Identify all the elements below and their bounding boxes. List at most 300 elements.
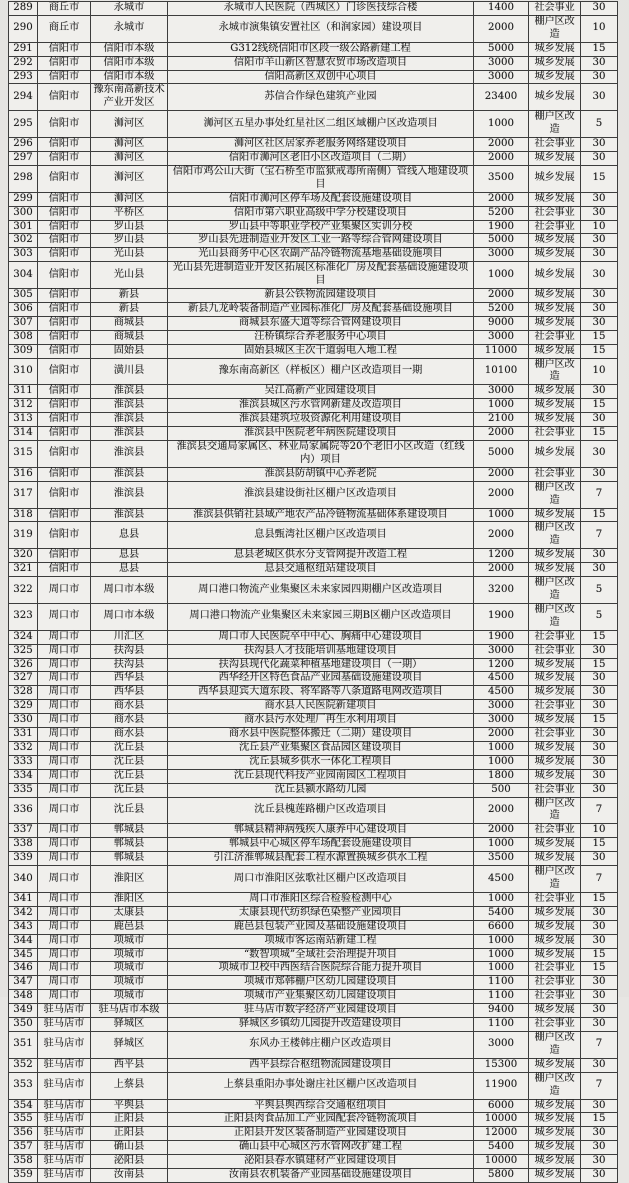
cell-city: 周口市 bbox=[38, 990, 91, 1004]
cell-value: 30 bbox=[581, 2, 618, 16]
cell-amount: 3000 bbox=[474, 644, 529, 658]
cell-value: 15 bbox=[581, 714, 618, 728]
cell-city: 信阳市 bbox=[38, 344, 91, 358]
cell-city: 信阳市 bbox=[38, 248, 91, 262]
cell-category: 城乡发展 bbox=[529, 344, 581, 358]
table-row bbox=[9, 248, 618, 262]
cell-city: 信阳市 bbox=[38, 358, 91, 385]
cell-value: 15 bbox=[581, 344, 618, 358]
cell-project: 沈丘县槐莲路棚户区改造项目 bbox=[168, 797, 474, 824]
cell-amount: 5000 bbox=[474, 441, 529, 468]
cell-category: 城乡发展 bbox=[529, 906, 581, 920]
cell-value: 15 bbox=[581, 427, 618, 441]
cell-seq: 359 bbox=[9, 1169, 38, 1183]
cell-seq: 298 bbox=[9, 165, 38, 192]
cell-district: 新县 bbox=[91, 289, 168, 303]
table-row bbox=[9, 755, 618, 769]
cell-amount: 1000 bbox=[474, 934, 529, 948]
cell-amount: 11000 bbox=[474, 344, 529, 358]
cell-city: 商丘市 bbox=[38, 15, 91, 42]
cell-project: 驻马店市数字经济产业园建设项目 bbox=[168, 1004, 474, 1018]
cell-city: 驻马店市 bbox=[38, 1004, 91, 1018]
table-row bbox=[9, 192, 618, 206]
cell-city: 周口市 bbox=[38, 658, 91, 672]
cell-amount: 4500 bbox=[474, 686, 529, 700]
cell-category: 社会事业 bbox=[529, 427, 581, 441]
cell-district: 淮滨县 bbox=[91, 413, 168, 427]
cell-project: 信阳市浉河区老旧小区改造项目（二期） bbox=[168, 151, 474, 165]
cell-amount: 1000 bbox=[474, 508, 529, 522]
cell-seq: 349 bbox=[9, 1004, 38, 1018]
cell-district: 淮滨县 bbox=[91, 467, 168, 481]
cell-value: 30 bbox=[581, 1018, 618, 1032]
cell-amount: 1000 bbox=[474, 262, 529, 289]
table-row bbox=[9, 824, 618, 838]
cell-district: 信阳市本级 bbox=[91, 56, 168, 70]
cell-city: 周口市 bbox=[38, 686, 91, 700]
cell-category: 社会事业 bbox=[529, 138, 581, 152]
cell-seq: 289 bbox=[9, 2, 38, 16]
cell-seq: 338 bbox=[9, 838, 38, 852]
cell-value: 30 bbox=[581, 769, 618, 783]
cell-category: 棚户区改造 bbox=[529, 111, 581, 138]
cell-category: 社会事业 bbox=[529, 220, 581, 234]
cell-seq: 356 bbox=[9, 1127, 38, 1141]
cell-value: 30 bbox=[581, 234, 618, 248]
cell-seq: 307 bbox=[9, 316, 38, 330]
cell-city: 驻马店市 bbox=[38, 1018, 91, 1032]
cell-project: 商城县东盛大道等综合管网建设项目 bbox=[168, 316, 474, 330]
cell-value: 15 bbox=[581, 892, 618, 906]
cell-seq: 315 bbox=[9, 441, 38, 468]
cell-district: 息县 bbox=[91, 563, 168, 577]
cell-city: 信阳市 bbox=[38, 563, 91, 577]
cell-district: 周口市本级 bbox=[91, 603, 168, 630]
cell-seq: 321 bbox=[9, 563, 38, 577]
cell-value: 30 bbox=[581, 1127, 618, 1141]
cell-city: 信阳市 bbox=[38, 56, 91, 70]
cell-district: 西平县 bbox=[91, 1058, 168, 1072]
cell-amount: 2000 bbox=[474, 151, 529, 165]
cell-city: 周口市 bbox=[38, 672, 91, 686]
cell-city: 周口市 bbox=[38, 852, 91, 866]
cell-value: 7 bbox=[581, 1072, 618, 1099]
cell-seq: 310 bbox=[9, 358, 38, 385]
cell-amount: 5000 bbox=[474, 234, 529, 248]
cell-district: 浉河区 bbox=[91, 138, 168, 152]
cell-seq: 334 bbox=[9, 769, 38, 783]
table-row bbox=[9, 399, 618, 413]
cell-category: 城乡发展 bbox=[529, 248, 581, 262]
cell-district: 光山县 bbox=[91, 262, 168, 289]
cell-project: 沈丘县颍水路幼儿园 bbox=[168, 783, 474, 797]
table-row bbox=[9, 549, 618, 563]
cell-project: 浉河区五星办事处红星社区二组区域棚户区改造项目 bbox=[168, 111, 474, 138]
cell-project: 信阳市浉河区停车场及配套设施建设项目 bbox=[168, 192, 474, 206]
cell-seq: 345 bbox=[9, 948, 38, 962]
cell-project: 罗山县先进制造业开发区工业一路等综合管网建设项目 bbox=[168, 234, 474, 248]
cell-category: 城乡发展 bbox=[529, 289, 581, 303]
cell-district: 项城市 bbox=[91, 934, 168, 948]
cell-amount: 6000 bbox=[474, 1099, 529, 1113]
cell-city: 信阳市 bbox=[38, 413, 91, 427]
cell-city: 周口市 bbox=[38, 824, 91, 838]
cell-district: 沈丘县 bbox=[91, 783, 168, 797]
cell-district: 周口市本级 bbox=[91, 577, 168, 604]
cell-category: 城乡发展 bbox=[529, 192, 581, 206]
cell-district: 淮滨县 bbox=[91, 427, 168, 441]
cell-city: 驻马店市 bbox=[38, 1141, 91, 1155]
project-table bbox=[8, 1, 618, 1183]
cell-value: 15 bbox=[581, 658, 618, 672]
cell-project: 信阳市羊山新区智慧农贸市场改造项目 bbox=[168, 56, 474, 70]
cell-district: 西华县 bbox=[91, 672, 168, 686]
cell-amount: 1100 bbox=[474, 976, 529, 990]
cell-seq: 330 bbox=[9, 714, 38, 728]
cell-amount: 3000 bbox=[474, 700, 529, 714]
cell-amount: 1200 bbox=[474, 549, 529, 563]
cell-district: 鹿邑县 bbox=[91, 920, 168, 934]
cell-category: 社会事业 bbox=[529, 644, 581, 658]
table-row bbox=[9, 15, 618, 42]
cell-amount: 3000 bbox=[474, 70, 529, 84]
cell-city: 信阳市 bbox=[38, 467, 91, 481]
cell-amount: 4500 bbox=[474, 672, 529, 686]
cell-project: 永城市演集镇安置社区（和润家园）建设项目 bbox=[168, 15, 474, 42]
cell-seq: 350 bbox=[9, 1018, 38, 1032]
cell-district: 沈丘县 bbox=[91, 769, 168, 783]
cell-value: 30 bbox=[581, 1058, 618, 1072]
cell-project: 西华县迎宾大道东段、将军路等八条道路电网改造项目 bbox=[168, 686, 474, 700]
cell-district: 项城市 bbox=[91, 962, 168, 976]
cell-district: 驿城区 bbox=[91, 1031, 168, 1058]
cell-value: 15 bbox=[581, 165, 618, 192]
cell-project: 扶沟县人才技能培训基地建设项目 bbox=[168, 644, 474, 658]
cell-district: 新县 bbox=[91, 302, 168, 316]
cell-district: 淮滨县 bbox=[91, 385, 168, 399]
cell-amount: 9400 bbox=[474, 1004, 529, 1018]
cell-district: 永城市 bbox=[91, 15, 168, 42]
cell-amount: 1000 bbox=[474, 892, 529, 906]
cell-value: 30 bbox=[581, 413, 618, 427]
cell-category: 城乡发展 bbox=[529, 316, 581, 330]
cell-district: 商城县 bbox=[91, 316, 168, 330]
table-row bbox=[9, 481, 618, 508]
cell-category: 城乡发展 bbox=[529, 234, 581, 248]
cell-project: 确山县中心城区污水管网改扩建工程 bbox=[168, 1141, 474, 1155]
cell-value: 30 bbox=[581, 728, 618, 742]
cell-amount: 2100 bbox=[474, 413, 529, 427]
cell-city: 信阳市 bbox=[38, 165, 91, 192]
cell-category: 社会事业 bbox=[529, 728, 581, 742]
table-row bbox=[9, 866, 618, 893]
cell-category: 城乡发展 bbox=[529, 852, 581, 866]
cell-seq: 346 bbox=[9, 962, 38, 976]
cell-project: 淮滨县城区污水管网新建及改造项目 bbox=[168, 399, 474, 413]
cell-value: 30 bbox=[581, 151, 618, 165]
cell-district: 郸城县 bbox=[91, 852, 168, 866]
table-row bbox=[9, 1141, 618, 1155]
cell-seq: 309 bbox=[9, 344, 38, 358]
cell-district: 川汇区 bbox=[91, 630, 168, 644]
cell-project: 汝南县农机装备产业园基础设施建设项目 bbox=[168, 1169, 474, 1183]
cell-amount: 2000 bbox=[474, 192, 529, 206]
cell-category: 城乡发展 bbox=[529, 658, 581, 672]
project-table-body bbox=[9, 2, 618, 1183]
cell-value: 30 bbox=[581, 70, 618, 84]
cell-project: 泌阳县春水镇建材产业园建设项目 bbox=[168, 1155, 474, 1169]
cell-category: 棚户区改造 bbox=[529, 481, 581, 508]
cell-project: 淮滨县建筑垃圾资源化利用建设项目 bbox=[168, 413, 474, 427]
cell-project: 项城市卫校中西医结合医院综合能力提升项目 bbox=[168, 962, 474, 976]
table-row bbox=[9, 2, 618, 16]
cell-category: 城乡发展 bbox=[529, 686, 581, 700]
cell-project: 信阳市第六职业高级中学分校建设项目 bbox=[168, 206, 474, 220]
cell-category: 城乡发展 bbox=[529, 42, 581, 56]
cell-city: 信阳市 bbox=[38, 330, 91, 344]
table-row bbox=[9, 1018, 618, 1032]
cell-category: 社会事业 bbox=[529, 783, 581, 797]
cell-seq: 303 bbox=[9, 248, 38, 262]
cell-city: 信阳市 bbox=[38, 42, 91, 56]
cell-district: 确山县 bbox=[91, 1141, 168, 1155]
cell-amount: 1900 bbox=[474, 630, 529, 644]
table-row bbox=[9, 563, 618, 577]
cell-district: 淮滨县 bbox=[91, 508, 168, 522]
cell-value: 10 bbox=[581, 824, 618, 838]
cell-amount: 23400 bbox=[474, 84, 529, 111]
cell-district: 沈丘县 bbox=[91, 797, 168, 824]
cell-district: 淮滨县 bbox=[91, 481, 168, 508]
cell-category: 城乡发展 bbox=[529, 1127, 581, 1141]
cell-district: 沈丘县 bbox=[91, 755, 168, 769]
cell-project: 淮滨县建设街社区棚户区改造项目 bbox=[168, 481, 474, 508]
cell-amount: 9000 bbox=[474, 316, 529, 330]
cell-value: 30 bbox=[581, 192, 618, 206]
table-row bbox=[9, 441, 618, 468]
cell-category: 城乡发展 bbox=[529, 385, 581, 399]
cell-seq: 308 bbox=[9, 330, 38, 344]
cell-city: 周口市 bbox=[38, 892, 91, 906]
cell-project: 息县老城区供水分支管网提升改造工程 bbox=[168, 549, 474, 563]
cell-category: 城乡发展 bbox=[529, 413, 581, 427]
cell-district: 项城市 bbox=[91, 976, 168, 990]
cell-amount: 3000 bbox=[474, 714, 529, 728]
cell-city: 信阳市 bbox=[38, 427, 91, 441]
cell-project: 浉河区社区居家养老服务网络建设项目 bbox=[168, 138, 474, 152]
cell-district: 汝南县 bbox=[91, 1169, 168, 1183]
cell-project: 商水县人民医院新建项目 bbox=[168, 700, 474, 714]
cell-amount: 11900 bbox=[474, 1072, 529, 1099]
cell-district: 商水县 bbox=[91, 728, 168, 742]
cell-category: 城乡发展 bbox=[529, 714, 581, 728]
cell-seq: 342 bbox=[9, 906, 38, 920]
cell-project: 太康县现代纺织绿色染整产业园项目 bbox=[168, 906, 474, 920]
cell-city: 信阳市 bbox=[38, 441, 91, 468]
table-row bbox=[9, 522, 618, 549]
cell-value: 15 bbox=[581, 508, 618, 522]
cell-seq: 326 bbox=[9, 658, 38, 672]
cell-value: 30 bbox=[581, 302, 618, 316]
cell-value: 30 bbox=[581, 755, 618, 769]
cell-seq: 357 bbox=[9, 1141, 38, 1155]
cell-district: 浉河区 bbox=[91, 165, 168, 192]
cell-seq: 316 bbox=[9, 467, 38, 481]
table-row bbox=[9, 206, 618, 220]
cell-district: 西华县 bbox=[91, 686, 168, 700]
cell-category: 棚户区改造 bbox=[529, 797, 581, 824]
cell-value: 5 bbox=[581, 603, 618, 630]
cell-value: 7 bbox=[581, 1031, 618, 1058]
table-row bbox=[9, 358, 618, 385]
cell-project: 淮滨县防胡镇中心养老院 bbox=[168, 467, 474, 481]
cell-project: 光山县商务中心区农副产品冷链物流基地基础设施项目 bbox=[168, 248, 474, 262]
cell-category: 城乡发展 bbox=[529, 1169, 581, 1183]
cell-district: 驻马店市本级 bbox=[91, 1004, 168, 1018]
cell-district: 固始县 bbox=[91, 344, 168, 358]
table-row bbox=[9, 797, 618, 824]
cell-project: 固始县城区主次干道弱电入地工程 bbox=[168, 344, 474, 358]
cell-seq: 328 bbox=[9, 686, 38, 700]
cell-value: 30 bbox=[581, 467, 618, 481]
cell-city: 信阳市 bbox=[38, 316, 91, 330]
cell-category: 城乡发展 bbox=[529, 838, 581, 852]
cell-amount: 1000 bbox=[474, 962, 529, 976]
cell-value: 10 bbox=[581, 220, 618, 234]
cell-city: 信阳市 bbox=[38, 262, 91, 289]
cell-city: 信阳市 bbox=[38, 522, 91, 549]
cell-amount: 2000 bbox=[474, 563, 529, 577]
cell-category: 社会事业 bbox=[529, 824, 581, 838]
cell-city: 周口市 bbox=[38, 769, 91, 783]
cell-category: 城乡发展 bbox=[529, 1113, 581, 1127]
cell-seq: 318 bbox=[9, 508, 38, 522]
cell-district: 永城市 bbox=[91, 2, 168, 16]
table-row bbox=[9, 56, 618, 70]
cell-city: 驻马店市 bbox=[38, 1072, 91, 1099]
cell-seq: 306 bbox=[9, 302, 38, 316]
cell-seq: 311 bbox=[9, 385, 38, 399]
cell-seq: 341 bbox=[9, 892, 38, 906]
cell-project: 商水县污水处理厂再生水利用项目 bbox=[168, 714, 474, 728]
cell-city: 信阳市 bbox=[38, 192, 91, 206]
cell-value: 30 bbox=[581, 1099, 618, 1113]
cell-district: 太康县 bbox=[91, 906, 168, 920]
cell-value: 15 bbox=[581, 1113, 618, 1127]
cell-amount: 15300 bbox=[474, 1058, 529, 1072]
cell-district: 商水县 bbox=[91, 700, 168, 714]
cell-amount: 2000 bbox=[474, 138, 529, 152]
table-row bbox=[9, 630, 618, 644]
cell-category: 城乡发展 bbox=[529, 549, 581, 563]
cell-district: 罗山县 bbox=[91, 234, 168, 248]
cell-project: 上蔡县重阳办事处谢庄社区棚户区改造项目 bbox=[168, 1072, 474, 1099]
cell-seq: 348 bbox=[9, 990, 38, 1004]
cell-city: 信阳市 bbox=[38, 206, 91, 220]
cell-amount: 3500 bbox=[474, 852, 529, 866]
cell-value: 15 bbox=[581, 838, 618, 852]
cell-category: 城乡发展 bbox=[529, 672, 581, 686]
cell-category: 棚户区改造 bbox=[529, 603, 581, 630]
table-row bbox=[9, 852, 618, 866]
cell-city: 周口市 bbox=[38, 577, 91, 604]
cell-seq: 354 bbox=[9, 1099, 38, 1113]
table-row bbox=[9, 302, 618, 316]
cell-city: 驻马店市 bbox=[38, 1169, 91, 1183]
cell-district: 信阳市本级 bbox=[91, 42, 168, 56]
cell-district: 罗山县 bbox=[91, 220, 168, 234]
cell-category: 城乡发展 bbox=[529, 1099, 581, 1113]
cell-project: 吴江高新产业园建设项目 bbox=[168, 385, 474, 399]
cell-value: 15 bbox=[581, 330, 618, 344]
cell-category: 社会事业 bbox=[529, 2, 581, 16]
cell-seq: 358 bbox=[9, 1155, 38, 1169]
cell-amount: 12000 bbox=[474, 1127, 529, 1141]
cell-amount: 1900 bbox=[474, 603, 529, 630]
cell-seq: 319 bbox=[9, 522, 38, 549]
cell-project: 周口港口物流产业集聚区未来家园三期B区棚户区改造项目 bbox=[168, 603, 474, 630]
cell-seq: 295 bbox=[9, 111, 38, 138]
table-row bbox=[9, 644, 618, 658]
cell-category: 城乡发展 bbox=[529, 70, 581, 84]
cell-project: 淮滨县中医院老年病医院建设项目 bbox=[168, 427, 474, 441]
cell-amount: 1400 bbox=[474, 2, 529, 16]
cell-project: 商水县中医院整体搬迁（二期）建设项目 bbox=[168, 728, 474, 742]
cell-category: 社会事业 bbox=[529, 467, 581, 481]
cell-category: 城乡发展 bbox=[529, 151, 581, 165]
table-row bbox=[9, 920, 618, 934]
cell-amount: 3200 bbox=[474, 577, 529, 604]
cell-district: 浉河区 bbox=[91, 192, 168, 206]
cell-seq: 339 bbox=[9, 852, 38, 866]
cell-seq: 333 bbox=[9, 755, 38, 769]
cell-category: 城乡发展 bbox=[529, 56, 581, 70]
cell-amount: 1000 bbox=[474, 111, 529, 138]
cell-city: 驻马店市 bbox=[38, 1113, 91, 1127]
cell-project: 扶沟县现代化蔬菜种植基地建设项目（一期） bbox=[168, 658, 474, 672]
cell-value: 30 bbox=[581, 563, 618, 577]
cell-category: 城乡发展 bbox=[529, 1141, 581, 1155]
cell-value: 30 bbox=[581, 1169, 618, 1183]
table-row bbox=[9, 151, 618, 165]
cell-value: 5 bbox=[581, 577, 618, 604]
cell-value: 30 bbox=[581, 672, 618, 686]
cell-category: 城乡发展 bbox=[529, 920, 581, 934]
cell-project: 项城市客运南站新建工程 bbox=[168, 934, 474, 948]
cell-city: 周口市 bbox=[38, 948, 91, 962]
cell-seq: 293 bbox=[9, 70, 38, 84]
cell-value: 30 bbox=[581, 906, 618, 920]
cell-amount: 2000 bbox=[474, 467, 529, 481]
cell-seq: 323 bbox=[9, 603, 38, 630]
cell-category: 社会事业 bbox=[529, 962, 581, 976]
cell-seq: 331 bbox=[9, 728, 38, 742]
table-row bbox=[9, 330, 618, 344]
cell-seq: 337 bbox=[9, 824, 38, 838]
cell-value: 5 bbox=[581, 111, 618, 138]
table-row bbox=[9, 686, 618, 700]
cell-value: 30 bbox=[581, 206, 618, 220]
cell-amount: 3000 bbox=[474, 385, 529, 399]
cell-district: 商城县 bbox=[91, 330, 168, 344]
cell-project: 周口市人民医院卒中中心、胸痛中心建设项目 bbox=[168, 630, 474, 644]
cell-city: 周口市 bbox=[38, 755, 91, 769]
table-row bbox=[9, 385, 618, 399]
cell-amount: 10000 bbox=[474, 1155, 529, 1169]
cell-project: 新县公铁物流园建设项目 bbox=[168, 289, 474, 303]
cell-project: 正阳县肉食品加工产业园配套冷链物流项目 bbox=[168, 1113, 474, 1127]
cell-project: 引江济淮郸城县配套工程水源置换城乡供水工程 bbox=[168, 852, 474, 866]
